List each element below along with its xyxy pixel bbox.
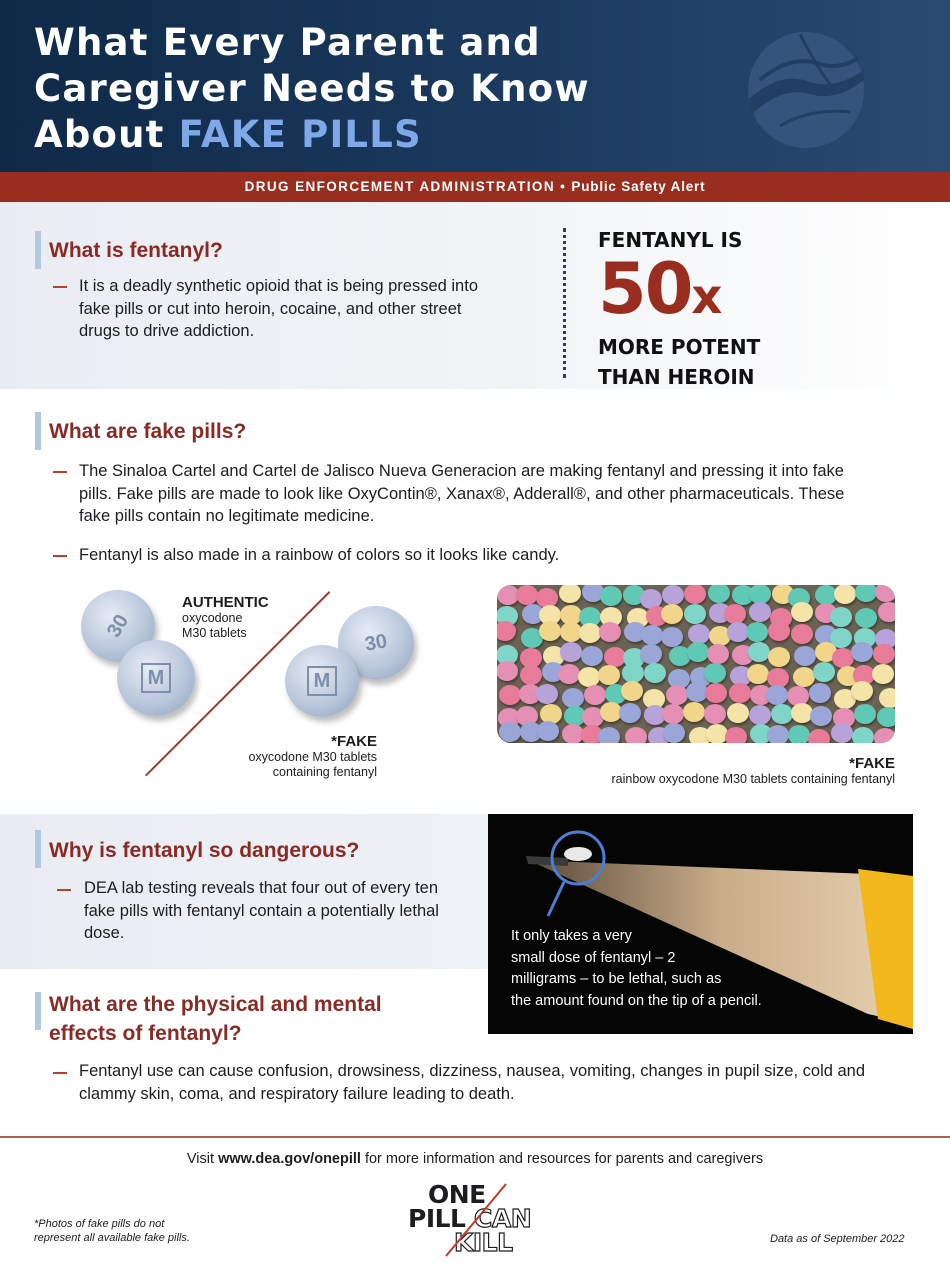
rainbow-pill (684, 585, 706, 604)
rainbow-pill (808, 729, 830, 743)
rainbow-pill (704, 704, 726, 724)
fake-line-1: oxycodone M30 tablets (248, 750, 377, 764)
rainbow-pill (854, 704, 876, 724)
rainbow-pill (581, 646, 603, 666)
rainbow-pill (727, 703, 749, 723)
pill-mark-m: M (141, 663, 171, 693)
rainbow-pill (791, 624, 813, 644)
rainbow-pill (879, 688, 895, 708)
rainbow-pill (768, 621, 790, 641)
dea-eagle-seal-icon (740, 30, 872, 150)
rainbow-pill (641, 625, 663, 645)
potency-line-1: FENTANYL IS (598, 228, 743, 252)
rainbow-pill (537, 721, 559, 741)
rainbow-pill (729, 683, 751, 703)
data-as-of: Data as of September 2022 (770, 1233, 905, 1245)
rainbow-pill (663, 723, 685, 743)
alert-type: Public Safety Alert (571, 179, 706, 194)
footer-divider (0, 1136, 950, 1138)
rainbow-pill (640, 644, 662, 664)
rainbow-pill (877, 707, 895, 727)
rainbow-pill (748, 642, 770, 662)
photo-disclaimer (34, 1217, 190, 1245)
rainbow-caption: rainbow oxycodone M30 tablets containing fentanyl (611, 772, 895, 786)
rainbow-pill (662, 585, 684, 605)
subtitle-bar (0, 172, 950, 202)
effects-heading-line-1: What are the physical and mental (49, 993, 382, 1016)
rainbow-title: *FAKE (849, 755, 895, 772)
rainbow-pill (873, 644, 895, 664)
visit-prefix: Visit (186, 1151, 219, 1167)
rainbow-pill (499, 685, 521, 705)
rainbow-pill (708, 585, 730, 603)
rainbow-pill (747, 664, 769, 684)
potency-line-4: THAN HEROIN (598, 365, 755, 389)
authentic-line-2: M30 tablets (182, 626, 247, 640)
disclaimer-line-1: *Photos of fake pills do not (34, 1218, 165, 1230)
rainbow-pill (559, 585, 581, 603)
bullet-dash (53, 471, 67, 473)
rainbow-pill (662, 704, 684, 724)
fentanyl-heading: What is fentanyl? (49, 239, 223, 262)
rainbow-pill (684, 604, 706, 624)
heading-accent-bar (35, 231, 41, 269)
fake-pills-bullet-1: The Sinaloa Cartel and Cartel de Jalisco Nueva Generacion are making fentanyl and pressing it into fake pills. Fake pills are made to look like OxyContin®, Xanax®, Adderall®, and other pharmaceuticals. These fake pills contain no legitimate medicine. (79, 462, 845, 525)
rainbow-pill (661, 627, 683, 647)
rainbow-pill (874, 728, 895, 743)
potency-number-row (598, 248, 818, 332)
rainbow-pill (707, 644, 729, 664)
rainbow-pill (625, 727, 647, 743)
rainbow-pill (813, 662, 835, 682)
rainbow-pill (683, 702, 705, 722)
rainbow-pill (809, 683, 831, 703)
pencil-caption (511, 926, 811, 1012)
effects-bullet: Fentanyl use can cause confusion, drowsiness, dizziness, nausea, vomiting, changes in pupil size, cold and clammy skin, coma, and respiratory failure leading to death. (79, 1062, 866, 1103)
rainbow-pill (810, 706, 832, 726)
pencil-line-3: milligrams – to be lethal, such as (511, 971, 722, 987)
rainbow-pill (687, 642, 709, 662)
pill-mark-30: 30 (102, 610, 133, 641)
fake-pills-heading: What are fake pills? (49, 420, 247, 443)
rainbow-pill (767, 725, 789, 743)
pill-mark-m-fake-wrap (285, 645, 359, 717)
rainbow-pill (560, 642, 582, 662)
fake-pills-bullet-2: Fentanyl is also made in a rainbow of colors so it looks like candy. (79, 546, 560, 564)
logo-pill: PILL (408, 1204, 466, 1233)
rainbow-pill (600, 586, 622, 606)
title-line-2: Caregiver Needs to Know (34, 67, 590, 110)
dotted-divider (563, 228, 566, 378)
pill-mark-m-fake: M (307, 666, 337, 696)
rainbow-pill (578, 667, 600, 687)
rainbow-pill (831, 723, 853, 743)
rainbow-pill (875, 585, 895, 602)
rainbow-pill (536, 684, 558, 704)
heading-accent-bar (35, 412, 41, 450)
danger-heading: Why is fentanyl so dangerous? (49, 839, 360, 862)
rainbow-pill (749, 602, 771, 622)
fentanyl-bullet: It is a deadly synthetic opioid that is being pressed into fake pills or cut into heroin, cocaine, and other street drugs to drive addiction. (79, 277, 478, 340)
rainbow-pill (851, 681, 873, 701)
bullet-dash (53, 286, 67, 288)
visit-line (0, 1151, 950, 1167)
logo-one: ONE (428, 1180, 486, 1209)
rainbow-pill (749, 705, 771, 725)
authentic-pill-m (117, 640, 195, 716)
rainbow-pill (766, 685, 788, 705)
rainbow-pill (599, 622, 621, 642)
rainbow-pill (834, 585, 856, 604)
logo-can: CAN (474, 1204, 532, 1233)
title-highlight: FAKE PILLS (178, 113, 422, 156)
rainbow-caption-block (497, 756, 895, 787)
rainbow-pill (878, 602, 895, 622)
danger-bullet: DEA lab testing reveals that four out of every ten fake pills with fentanyl contain a potentially lethal dose. (84, 879, 439, 942)
rainbow-pill (499, 722, 521, 742)
rainbow-pill (688, 624, 710, 644)
rainbow-pill (725, 727, 747, 743)
rainbow-pill (686, 682, 708, 702)
rainbow-pill (661, 604, 683, 624)
potency-callout (598, 228, 818, 392)
fake-caption (200, 734, 377, 780)
heading-accent-bar (35, 992, 41, 1030)
rainbow-pill (872, 664, 894, 684)
title-line-3 (34, 112, 674, 158)
visit-suffix: for more information and resources for parents and caregivers (360, 1151, 764, 1167)
authentic-line-1: oxycodone (182, 611, 243, 625)
authentic-title: AUTHENTIC (182, 594, 269, 611)
heading-accent-bar (35, 830, 41, 868)
effects-heading (49, 990, 382, 1048)
rainbow-pill (539, 621, 561, 641)
bullet-dash (53, 555, 67, 557)
rainbow-pill (793, 667, 815, 687)
rainbow-pill (852, 727, 874, 743)
bullet-dash (53, 1072, 67, 1074)
rainbow-pill (851, 642, 873, 662)
rainbow-pill (855, 585, 877, 602)
rainbow-pill (724, 604, 746, 624)
rainbow-pill (830, 607, 852, 627)
rainbow-pill (584, 685, 606, 705)
logo-slash (406, 1178, 546, 1258)
subbar-separator: • (560, 179, 567, 194)
visit-url-link[interactable]: www.dea.gov/onepill (218, 1151, 361, 1167)
rainbow-pill (622, 663, 644, 683)
page-title (34, 20, 674, 158)
rainbow-pill (558, 664, 580, 684)
rainbow-pill (516, 585, 538, 605)
rainbow-pill (746, 622, 768, 642)
fake-pill-m (285, 645, 359, 717)
rainbow-pill (619, 703, 641, 723)
disclaimer-line-2: represent all available fake pills. (34, 1232, 190, 1244)
logo-kill: KILL (454, 1228, 513, 1257)
potency-multiplier: x (691, 269, 723, 325)
rainbow-pill (644, 663, 666, 683)
pencil-line-4: the amount found on the tip of a pencil. (511, 992, 762, 1009)
rainbow-pill (794, 646, 816, 666)
rainbow-pill (520, 665, 542, 685)
rainbow-pill (598, 665, 620, 685)
potency-line-3: MORE POTENT (598, 335, 761, 359)
rainbow-pill (497, 661, 518, 681)
rainbow-pill (768, 647, 790, 667)
effects-heading-line-2: effects of fentanyl? (49, 1022, 242, 1045)
pencil-line-1: It only takes a very (511, 928, 632, 944)
authentic-caption (182, 595, 269, 641)
rainbow-pill (598, 727, 620, 743)
title-line-1: What Every Parent and (34, 21, 541, 64)
rainbow-pill (497, 621, 516, 641)
fake-title: *FAKE (331, 733, 377, 750)
title-line-3-prefix: About (34, 113, 179, 156)
rainbow-pill (705, 683, 727, 703)
pill-mark-30-fake: 30 (363, 629, 389, 656)
rainbow-pill (749, 585, 771, 604)
rainbow-pill (621, 681, 643, 701)
pill-mark-m-wrap (117, 640, 195, 716)
pencil-line-2: small dose of fentanyl – 2 (511, 949, 676, 966)
rainbow-pill (855, 608, 877, 628)
rainbow-pill (791, 602, 813, 622)
bullet-dash (57, 889, 71, 891)
rainbow-pill (666, 685, 688, 705)
fake-line-2: containing fentanyl (272, 765, 377, 779)
one-pill-can-kill-logo (406, 1178, 546, 1258)
rainbow-pill (704, 663, 726, 683)
potency-number: 50 (598, 248, 692, 330)
rainbow-pills-photo (497, 585, 895, 743)
rainbow-pill (579, 623, 601, 643)
header-banner (0, 0, 950, 172)
rainbow-pill (788, 725, 810, 743)
agency-name: DRUG ENFORCEMENT ADMINISTRATION (244, 179, 555, 194)
